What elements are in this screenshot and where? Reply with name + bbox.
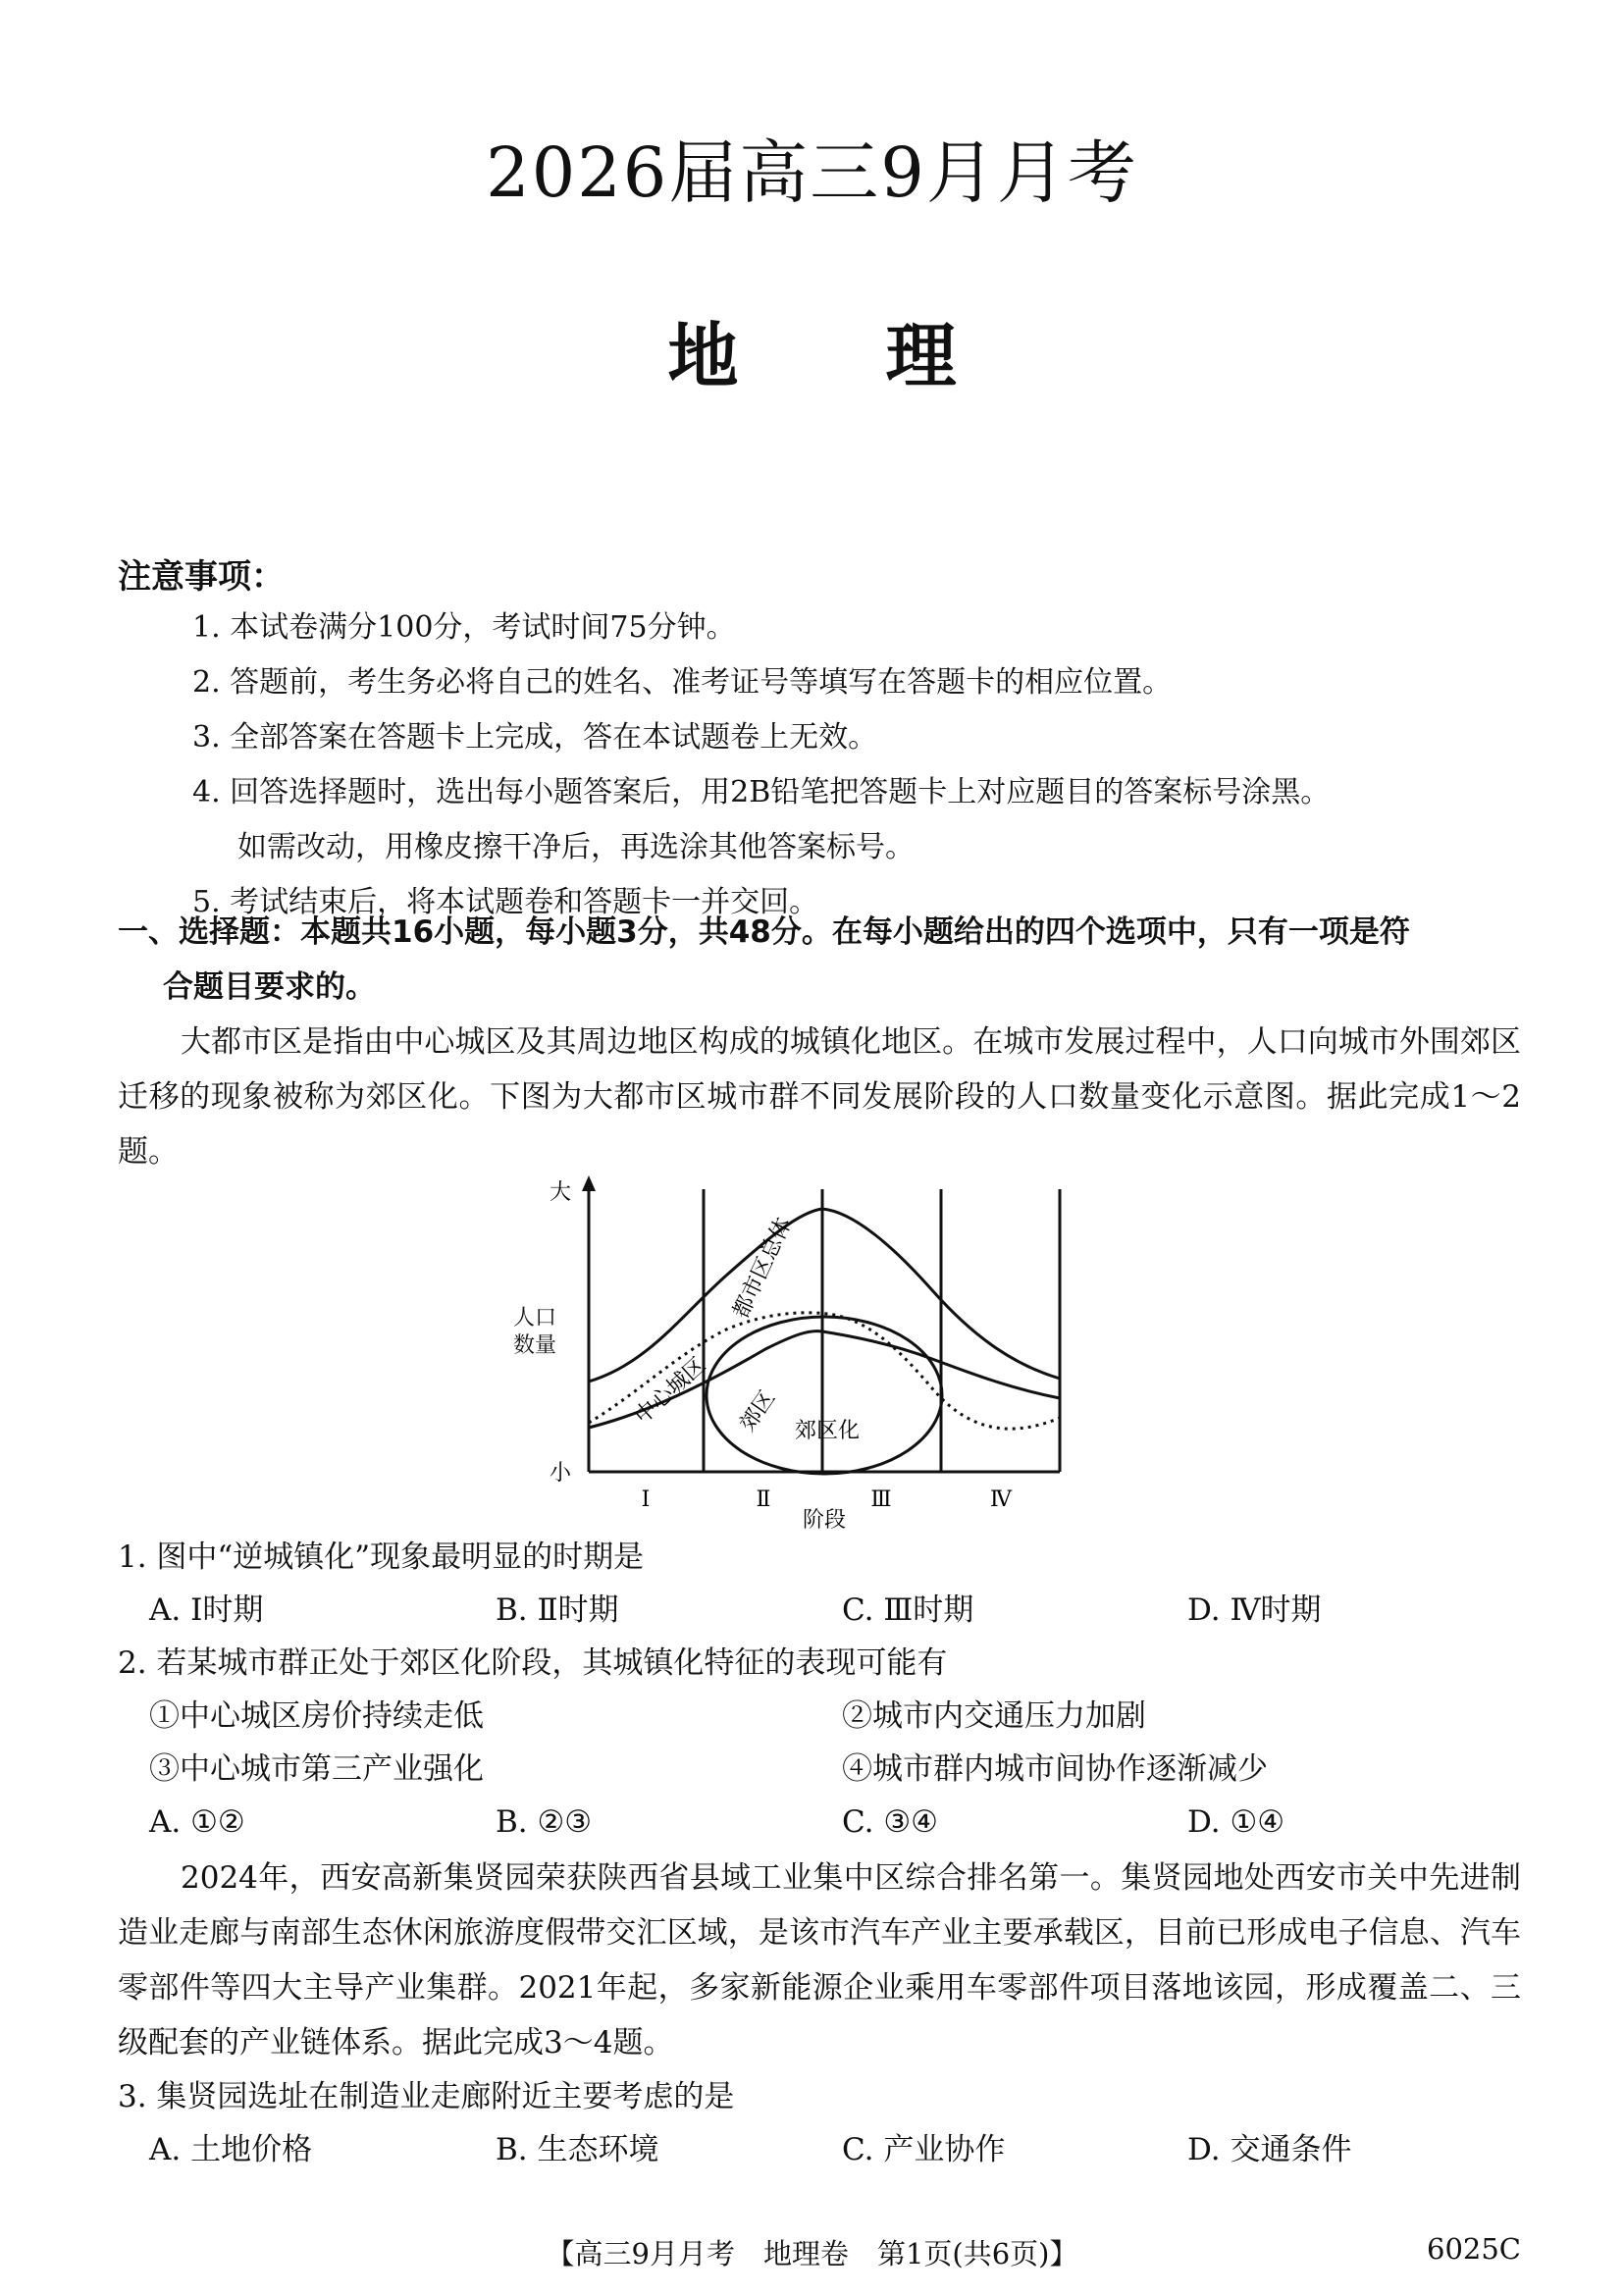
y-axis-label-line: 人口 — [513, 1306, 557, 1330]
question-2-stem: 2. 若某城市群正处于郊区化阶段，其城镇化特征的表现可能有 — [118, 1645, 948, 1681]
question-1-stem: 1. 图中“逆城镇化”现象最明显的时期是 — [118, 1539, 645, 1575]
q2-option-d: D. ①④ — [1187, 1804, 1285, 1840]
y-bottom-label: 小 — [550, 1461, 572, 1486]
stage-label: Ⅳ — [990, 1487, 1012, 1512]
q2-option-c: C. ③④ — [842, 1804, 938, 1840]
notice-item: 2. 答题前，考生务必将自己的姓名、准考证号等填写在答题卡的相应位置。 — [192, 665, 1173, 700]
q1-option-b: B. Ⅱ时期 — [496, 1592, 619, 1628]
question-3-stem: 3. 集贤园选址在制造业走廊附近主要考虑的是 — [118, 2079, 735, 2114]
q2-statement-4: ④城市群内城市间协作逐渐减少 — [842, 1751, 1268, 1787]
q1-option-a: A. Ⅰ时期 — [149, 1592, 264, 1628]
series-label-metro-total: 都市区总体 — [728, 1214, 797, 1323]
population-chart — [510, 1168, 1119, 1531]
q2-statement-1: ①中心城区房价持续走低 — [149, 1698, 484, 1734]
q3-option-a: A. 土地价格 — [149, 2132, 313, 2167]
stage-label: Ⅲ — [870, 1487, 892, 1512]
q2-option-b: B. ②③ — [496, 1804, 593, 1840]
notice-item: 3. 全部答案在答题卡上完成，答在本试题卷上无效。 — [192, 720, 878, 755]
q3-option-c: C. 产业协作 — [842, 2132, 1006, 2167]
q3-option-d: D. 交通条件 — [1187, 2132, 1352, 2167]
stage-label: Ⅰ — [641, 1487, 651, 1512]
notice-title: 注意事项： — [118, 557, 285, 597]
page-footer: 【高三9月月考 地理卷 第1页(共6页)】 — [546, 2237, 1078, 2270]
q1-option-d: D. Ⅳ时期 — [1187, 1592, 1322, 1628]
notice-item-continuation: 如需改动，用橡皮擦干净后，再选涂其他答案标号。 — [237, 830, 915, 864]
y-axis-arrow — [582, 1175, 596, 1191]
q2-option-a: A. ①② — [149, 1804, 245, 1840]
section-heading-line2: 合题目要求的。 — [163, 969, 376, 1005]
q3-option-b: B. 生态环境 — [496, 2132, 659, 2167]
suburbanization-ellipse — [707, 1317, 942, 1474]
subject-title: 地理 — [667, 315, 1104, 397]
series-label-suburb: 郊区 — [735, 1386, 781, 1436]
annotation-suburbanization: 郊区化 — [795, 1419, 861, 1443]
series-line-metro-total — [589, 1209, 1060, 1382]
notice-item: 4. 回答选择题时，选出每小题答案后，用2B铅笔把答题卡上对应题目的答案标号涂黑。 — [192, 775, 1331, 809]
exam-title: 2026届高三9月月考 — [486, 132, 1138, 213]
notice-item: 1. 本试卷满分100分，考试时间75分钟。 — [192, 610, 736, 645]
exam-code: 6025C — [1427, 2232, 1521, 2266]
q2-statement-2: ②城市内交通压力加剧 — [842, 1698, 1146, 1734]
series-label-central-city: 中心城区 — [630, 1352, 711, 1430]
q2-statement-3: ③中心城市第三产业强化 — [149, 1751, 484, 1787]
section-heading — [118, 905, 1521, 1015]
y-axis-label-line: 数量 — [513, 1333, 557, 1358]
y-axis-label-block — [513, 1305, 572, 1360]
x-axis-label: 阶段 — [802, 1508, 847, 1531]
section-heading-line1: 一、选择题：本题共16小题，每小题3分，共48分。在每小题给出的四个选项中，只有一项是符 — [118, 914, 1410, 950]
passage-2: 2024年，西安高新集贤园荣获陕西省县域工业集中区综合排名第一。集贤园地处西安市关中先进制造业走廊与南部生态休闲旅游度假带交汇区域，是该市汽车产业主要承载区，目前已形成电子信息、汽车零部件等四大主导产业集群。2021年起，多家新能源企业乘用车零部件项目落地该园，形成覆盖二、三级配套的产业链体系。据此完成3～4题。 — [118, 1860, 1521, 2060]
stage-label: Ⅱ — [756, 1487, 771, 1512]
y-top-label: 大 — [550, 1180, 572, 1205]
passage-1: 大都市区是指由中心城区及其周边地区构成的城镇化地区。在城市发展过程中，人口向城市外围郊区迁移的现象被称为郊区化。下图为大都市区城市群不同发展阶段的人口数量变化示意图。据此完成1～2题。 — [118, 1024, 1521, 1170]
notice-item: 5. 考试结束后，将本试题卷和答题卡一并交回。 — [192, 885, 819, 919]
q1-option-c: C. Ⅲ时期 — [842, 1592, 974, 1628]
notice-list — [192, 600, 1546, 930]
